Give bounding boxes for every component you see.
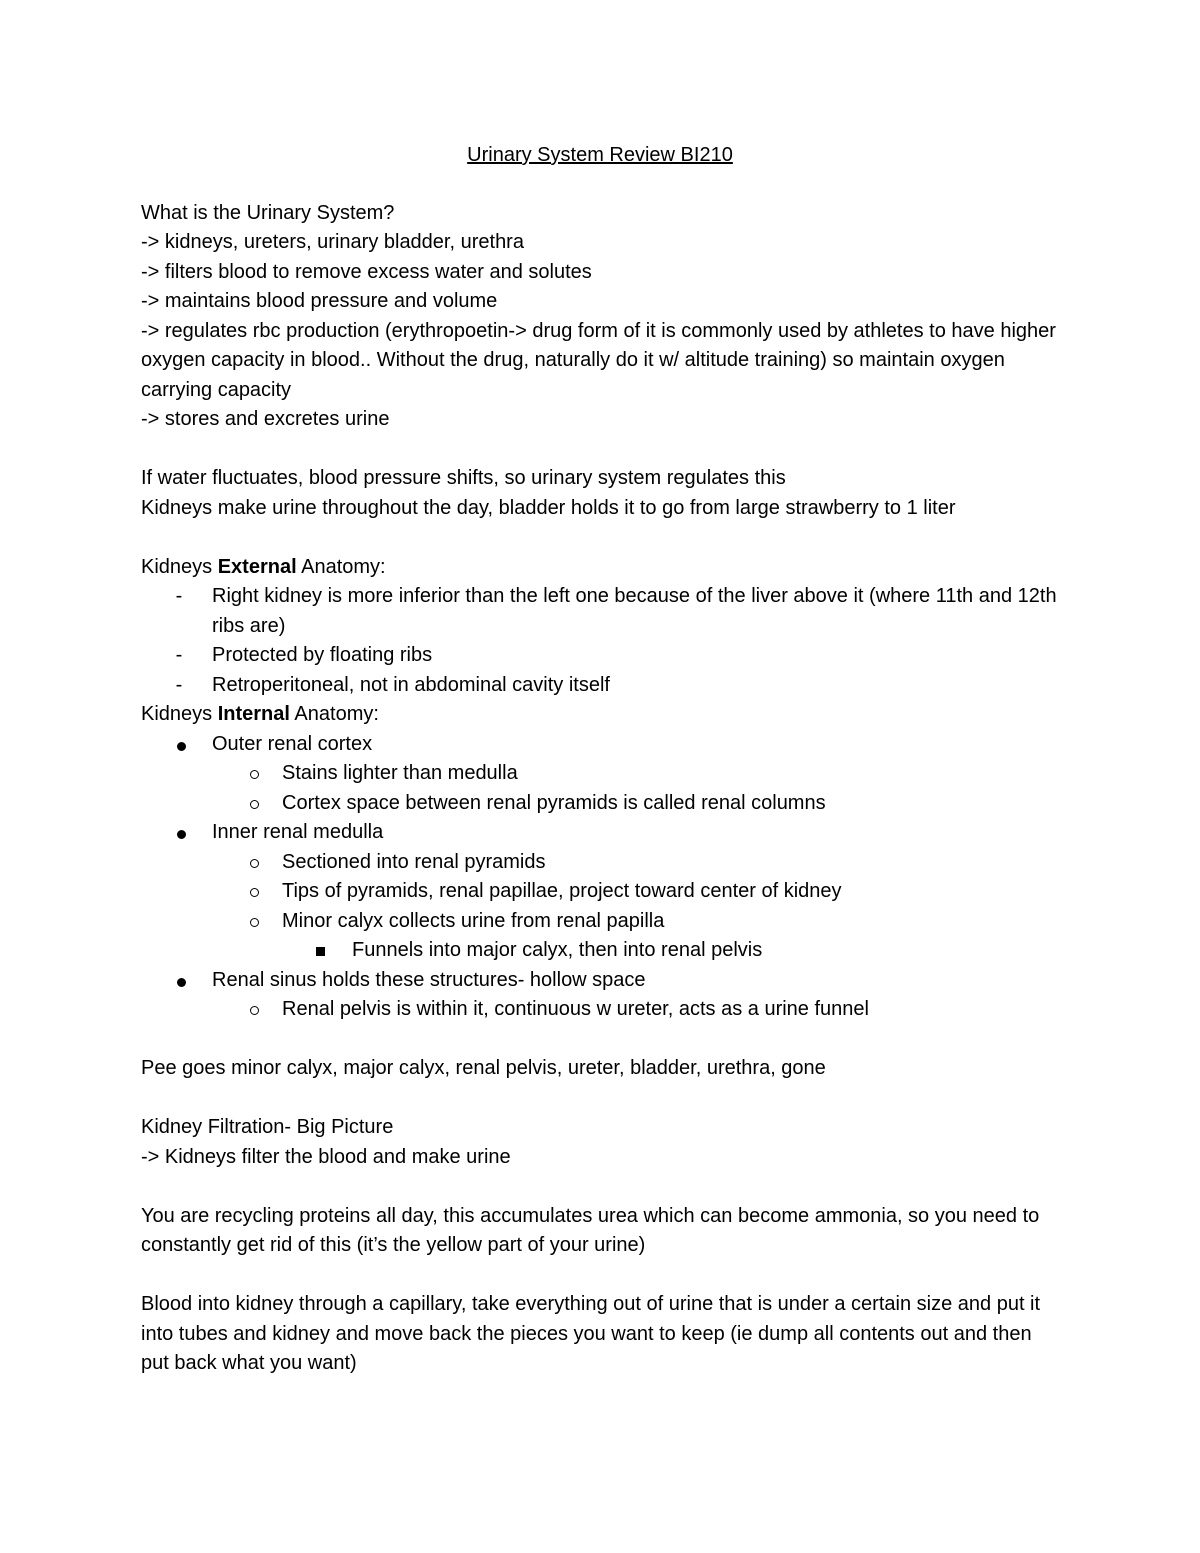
list-item-text: Retroperitoneal, not in abdominal cavity itself — [212, 673, 610, 696]
dash-bullet: - — [175, 644, 183, 666]
spacer — [141, 1025, 1059, 1055]
disc-bullet-icon — [177, 830, 186, 839]
heading-suffix: Anatomy: — [296, 555, 386, 578]
circle-bullet-icon — [250, 800, 259, 809]
list-item-text: Outer renal cortex — [212, 732, 373, 755]
internal-anatomy-heading — [141, 700, 1059, 730]
intro-question: What is the Urinary System? — [141, 201, 395, 224]
spacer — [141, 1172, 1059, 1202]
external-anatomy-list — [141, 582, 1059, 700]
external-anatomy-heading — [141, 553, 1059, 583]
list-item-text: Sectioned into renal pyramids — [282, 850, 546, 873]
list-item-text: Renal pelvis is within it, continuous w ureter, acts as a urine funnel — [282, 998, 869, 1020]
list-item-text: Cortex space between renal pyramids is called renal columns — [282, 791, 826, 814]
filtration-point: -> Kidneys filter the blood and make urine — [141, 1145, 511, 1168]
page-title: Urinary System Review BI210 — [467, 144, 733, 166]
heading-prefix: Kidneys — [141, 703, 218, 725]
square-bullet-icon — [316, 947, 325, 956]
filtration-heading: Kidney Filtration- Big Picture — [141, 1116, 394, 1138]
paragraph: Blood into kidney through a capillary, take everything out of urine that is under a certain size and put it into tubes and kidney and move back the pieces you want to keep (ie dump all contents out and then put back what you want) — [141, 1293, 1041, 1374]
list-item — [141, 995, 1059, 1025]
intro-point: -> filters blood to remove excess water and solutes — [141, 260, 592, 283]
spacer — [141, 1261, 1059, 1291]
paragraph-line: Kidneys make urine throughout the day, bladder holds it to go from large strawberry to 1 liter — [141, 496, 956, 519]
intro-point: -> regulates rbc production (erythropoetin-> drug form of it is commonly used by athletes to have higher oxygen capacity in blood.. Without the drug, naturally do it w/ altitude training) so maintain oxygen carrying capacity — [141, 319, 1056, 401]
list-item-text: Tips of pyramids, renal papillae, project toward center of kidney — [282, 880, 842, 902]
pee-path-text: Pee goes minor calyx, major calyx, renal pelvis, ureter, bladder, urethra, gone — [141, 1057, 826, 1079]
paragraph: You are recycling proteins all day, this accumulates urea which can become ammonia, so you need to constantly get rid of this (it’s the yellow part of your urine) — [141, 1204, 1040, 1256]
spacer — [141, 171, 1059, 199]
intro-point: -> maintains blood pressure and volume — [141, 290, 498, 312]
list-item-text: Inner renal medulla — [212, 821, 384, 843]
list-item-text: Stains lighter than medulla — [282, 762, 518, 784]
spacer — [141, 523, 1059, 553]
heading-suffix: Anatomy: — [289, 703, 379, 725]
spacer — [141, 1084, 1059, 1114]
list-item — [141, 818, 1059, 848]
heading-bold: External — [217, 555, 297, 578]
dash-bullet: - — [175, 673, 183, 696]
spacer — [141, 435, 1059, 465]
list-item — [141, 759, 1059, 789]
list-item — [141, 966, 1059, 996]
internal-anatomy-list — [141, 730, 1059, 1025]
circle-bullet-icon — [250, 770, 259, 779]
list-item-text: Minor calyx collects urine from renal papilla — [282, 909, 665, 932]
list-item — [141, 730, 1059, 760]
list-item — [141, 877, 1059, 907]
list-item — [141, 907, 1059, 937]
document-body — [141, 141, 1059, 1379]
list-item-text: Right kidney is more inferior than the left one because of the liver above it (where 11th and 12th ribs are) — [212, 585, 1057, 637]
intro-point: -> stores and excretes urine — [141, 408, 390, 430]
list-item — [141, 582, 1059, 641]
list-item — [141, 848, 1059, 878]
circle-bullet-icon — [250, 888, 259, 897]
circle-bullet-icon — [250, 859, 259, 868]
list-item-text: Renal sinus holds these structures- hollow space — [212, 968, 646, 991]
disc-bullet-icon — [177, 978, 186, 987]
list-item — [141, 789, 1059, 819]
heading-bold: Internal — [217, 703, 290, 725]
intro-point: -> kidneys, ureters, urinary bladder, urethra — [141, 231, 524, 253]
heading-prefix: Kidneys — [141, 555, 218, 578]
dash-bullet: - — [175, 585, 183, 607]
list-item — [141, 671, 1059, 701]
disc-bullet-icon — [177, 742, 186, 751]
paragraph-line: If water fluctuates, blood pressure shifts, so urinary system regulates this — [141, 467, 786, 489]
circle-bullet-icon — [250, 918, 259, 927]
list-item — [141, 936, 1059, 966]
list-item — [141, 641, 1059, 671]
circle-bullet-icon — [250, 1006, 259, 1015]
list-item-text: Funnels into major calyx, then into renal pelvis — [352, 939, 763, 961]
list-item-text: Protected by floating ribs — [212, 644, 433, 666]
